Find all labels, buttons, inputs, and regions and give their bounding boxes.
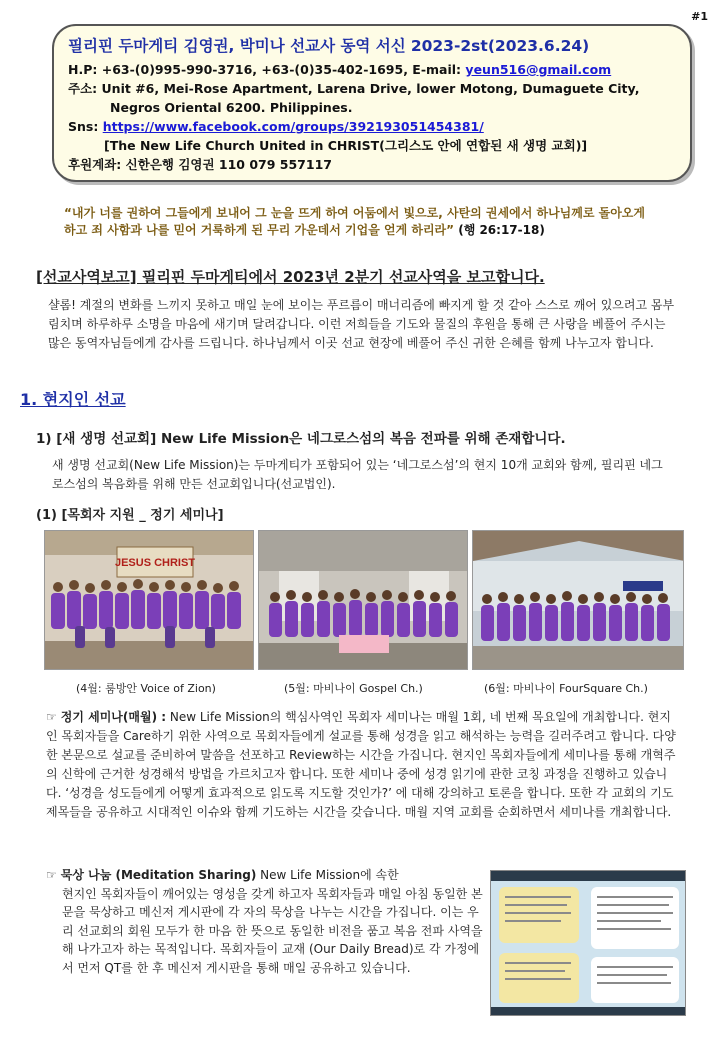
messenger-screenshot-image xyxy=(490,870,686,1016)
quote-reference: (행 26:17-18) xyxy=(458,223,545,237)
quote-text: “내가 너를 권하여 그들에게 보내어 그 눈을 뜨게 하여 어둠에서 빛으로, 사탄의 권세에서 하나님께로 돌아오게 하고 죄 사함과 나를 믿어 거룩하게 된 무리 가운데서 기업을 얻게 하리라” xyxy=(64,206,645,237)
bible-quote xyxy=(64,205,654,239)
pointing-hand-icon: ☞ xyxy=(46,868,57,882)
facebook-link[interactable]: https://www.facebook.com/groups/392193051454381/ xyxy=(102,119,484,134)
address-label: 주소: xyxy=(68,81,98,96)
caption-may: (5월: 마비나이 Gospel Ch.) xyxy=(284,682,423,695)
letter-title: 필리핀 두마게티 김영권, 박미나 선교사 동역 서신 xyxy=(68,37,406,55)
caption-june: (6월: 마비나이 FourSquare Ch.) xyxy=(484,682,648,695)
seminar-label: 정기 세미나(매월) : xyxy=(60,710,167,724)
letter-date: 2023-2st(2023.6.24) xyxy=(410,37,590,55)
header-title-row xyxy=(68,32,676,60)
photo-row xyxy=(44,530,684,670)
photo-may-seminar xyxy=(258,530,468,670)
subsection-body: 새 생명 선교회(New Life Mission)는 두마게티가 포함되어 있는 ‘네그로스섬’의 현지 10개 교회와 함께, 필리핀 네그로스섬의 복음화를 위해 만든 선교회입니다(선교법인). xyxy=(52,458,663,491)
address-line xyxy=(68,79,676,98)
photo-april-seminar xyxy=(44,530,254,670)
photo-june-seminar xyxy=(472,530,684,670)
phone-label: H.P: xyxy=(68,62,98,77)
account-line xyxy=(68,155,676,174)
report-title: [선교사역보고] 필리핀 두마게티에서 2023년 2분기 선교사역을 보고합니다. xyxy=(36,268,545,286)
contact-line xyxy=(68,60,676,79)
seminar-subtitle: (1) [목회자 지원 _ 정기 세미나] xyxy=(36,508,224,523)
sns-line xyxy=(68,117,676,136)
meditation-org: New Life Mission에 속한 xyxy=(260,868,399,882)
seminar-paragraph xyxy=(46,708,680,822)
pointing-hand-icon: ☞ xyxy=(46,710,57,724)
intro-paragraph: 샬롬! 계절의 변화를 느끼지 못하고 매일 눈에 보이는 푸르름이 매너리즘에 빠지게 할 것 같아 스스로 깨어 있으려고 몸부림치며 하루하루 소명을 마음에 새기며 달려갑니다. 이런 저희들을 기도와 물질의 후원을 통해 큰 사랑을 베풀어 주시는 많은 동역자님들에게 감사를 드립니다. 하나님께서 이곳 선교 현장에 베풀어 주신 귀한 은혜를 함께 나누고자 합니다. xyxy=(48,298,675,350)
church-name: [The New Life Church United in CHRIST(그리스도 안에 연합된 새 생명 교회)] xyxy=(104,138,588,153)
address-line-2: Negros Oriental 6200. Philippines. xyxy=(110,100,353,115)
sns-label: Sns: xyxy=(68,119,99,134)
meditation-label: 묵상 나눔 (Meditation Sharing) xyxy=(60,868,257,882)
meditation-heading-line xyxy=(46,866,486,885)
seminar-text: New Life Mission의 핵심사역인 목회자 세미나는 매월 1회, 네 번째 목요일에 개최합니다. 현지인 목회자들을 Care하기 위한 사역으로 목회자들에게 설교를 통해 성경을 읽고 해석하는 능력을 길러주려고 합니다. 다양한 본문으로 설교를 준비하여 말씀을 선포하고 Review하는 시간을 가집니다. 현지인 목회자들에게 세미나를 통해 개혁주의 신학에 근거한 성경해석 방법을 가르치고자 합니다. 또한 세미나 중에 성경 읽기에 관한 코칭 과정을 진행하고 있습니다. ‘성경을 성도들에게 어떻게 효과적으로 읽도록 지도할 것인가?’ 에 대해 강의하고 토론을 합니다. 또한 각 교회의 기도제목들을 공유하고 시대적인 이슈와 함께 기도하는 시간을 갖습니다. 매월 지역 교회를 순회하면서 세미나를 개최합니다. xyxy=(46,710,676,819)
page-number: #1 xyxy=(691,10,708,23)
email-link[interactable]: yeun516@gmail.com xyxy=(465,62,612,77)
account-label: 후원계좌: xyxy=(68,157,122,172)
account-value: 신한은행 김영권 110 079 557117 xyxy=(125,157,332,172)
section-heading: 1. 현지인 선교 xyxy=(20,390,126,409)
subsection-title: 1) [새 생명 선교회] New Life Mission은 네그로스섬의 복음 전파를 위해 존재합니다. xyxy=(36,431,566,447)
phone-value: +63-(0)995-990-3716, +63-(0)35-402-1695, E-mail: xyxy=(101,62,462,77)
letter-header xyxy=(52,24,692,182)
meditation-paragraph xyxy=(46,866,486,977)
jesus-christ-banner: JESUS CHRIST xyxy=(114,557,196,569)
meditation-text: 현지인 목회자들이 깨어있는 영성을 갖게 하고자 목회자들과 매일 아침 동일한 본문을 묵상하고 메신저 게시판에 각 자의 묵상을 나누는 시간을 가집니다. 이는 우리 선교회의 회원 모두가 한 마음 한 뜻으로 동일한 비전을 품고 복음 전파 사역을 해 나가고자 하는 목적입니다. 목회자들이 교재 (Our Daily Bread)로 각 가정에서 먼저 QT를 한 후 메신저 게시판을 통해 매일 공유하고 있습니다. xyxy=(62,886,483,975)
address-line-1: Unit #6, Mei-Rose Apartment, Larena Drive, lower Motong, Dumaguete City, xyxy=(101,81,640,96)
caption-april: (4월: 룸방안 Voice of Zion) xyxy=(76,682,216,695)
